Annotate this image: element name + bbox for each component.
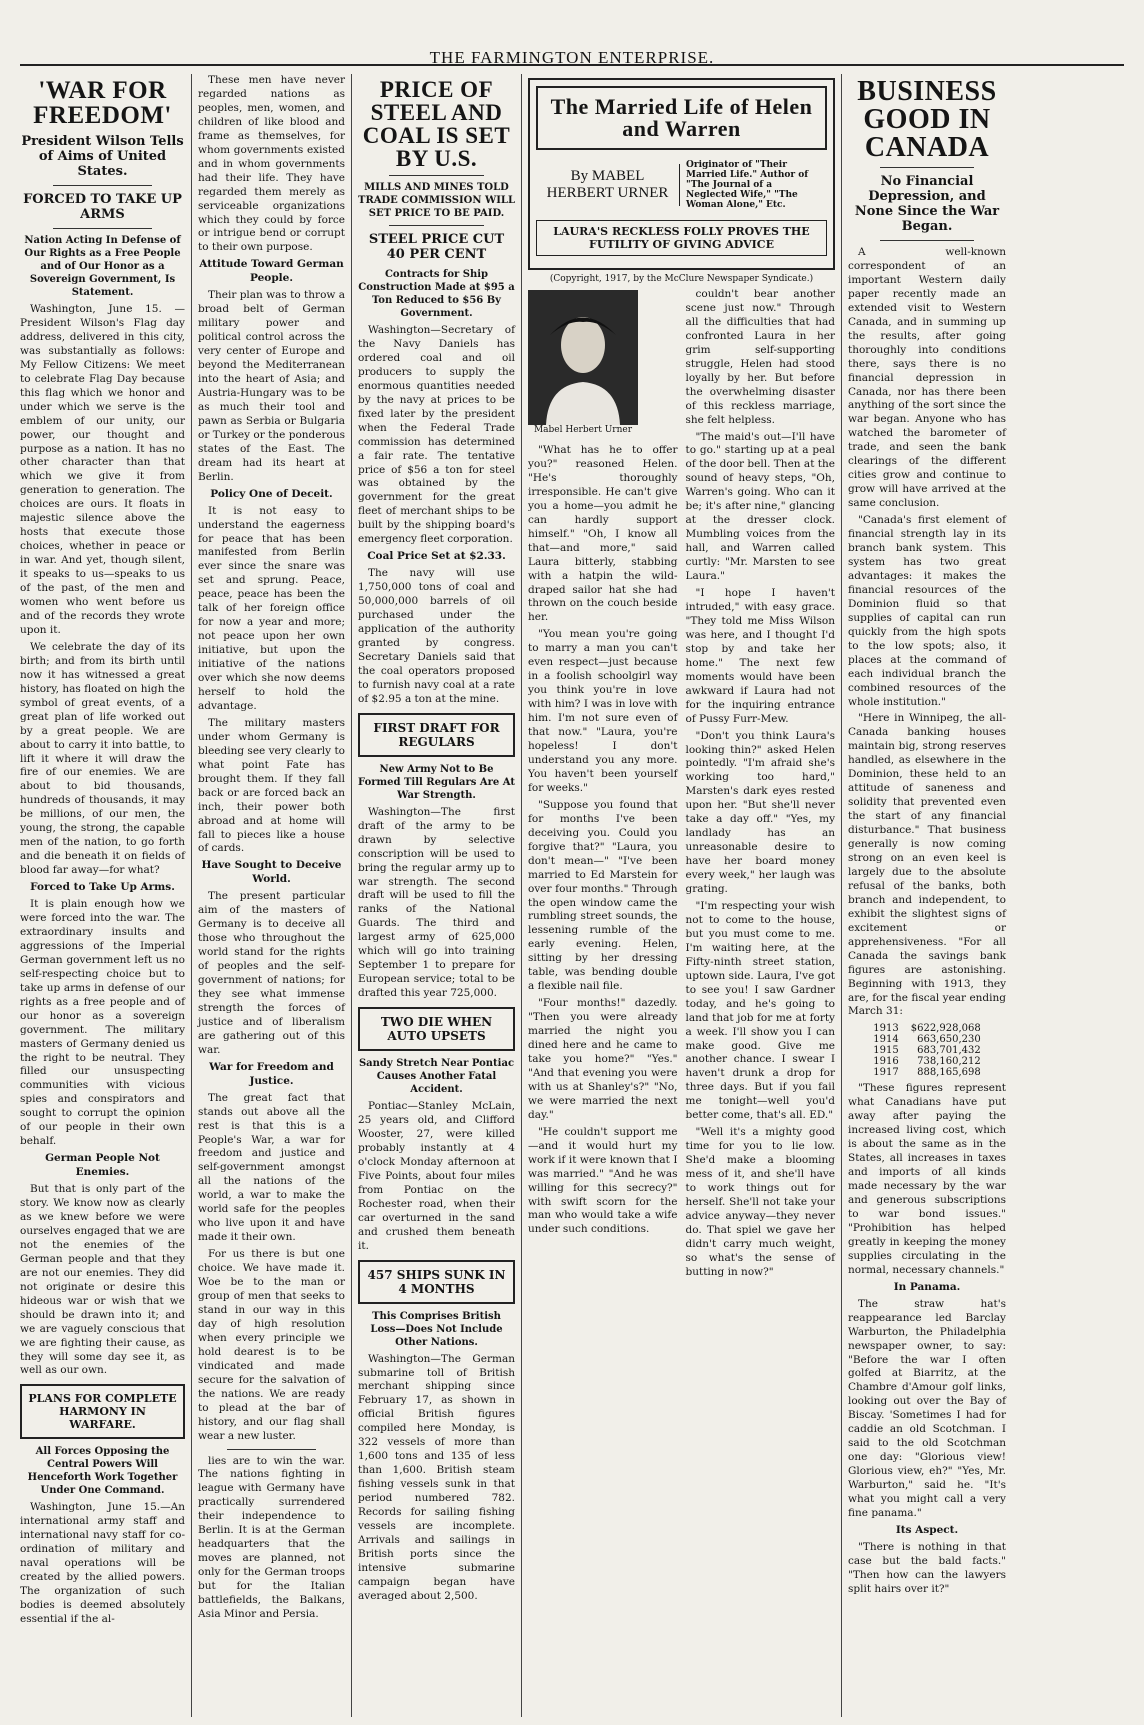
paragraph: The great fact that stands out above all the rest is that this is a People's War, a war for freedom and justice and self-government amongst all the nations of the world, a war to make the world safe for the peoples who live upon it and have made it their own. [198, 1091, 345, 1244]
amount-cell: 683,701,432 [917, 1045, 981, 1057]
paragraph: The navy will use 1,750,000 tons of coal and 50,000,000 barrels of oil purchased under the application of the authority granted by congress. Secretary Daniels said that the coal operators proposed to furnish navy coal at a rate of $2.95 a ton at the mine. [358, 567, 515, 705]
paragraph: Washington, June 15.—An international army staff and international navy staff for co-ordination of military and naval operations will be created by the allied powers. The organization of such bodies is deemed absolutely essential if the al- [20, 1501, 185, 1626]
article-body [358, 324, 515, 707]
paragraph: It is not easy to understand the eagerness for peace that has been manifested from Berlin ever since the snare was set and sprung. Peace, peace, peace has been the talk of her foreign office for now a year and more; not peace upon her own initiative, but upon the initiative of the nations over which she now deems herself to hold the advantage. [198, 504, 345, 712]
divider [227, 1449, 315, 1450]
article-body [358, 806, 515, 1001]
column-continued [192, 74, 352, 1717]
year-cell: 1913 [873, 1023, 899, 1035]
byline: By MABEL HERBERT URNER [536, 164, 680, 206]
masthead [0, 4, 1144, 70]
inline-heading: Have Sought to Deceive World. [201, 859, 342, 886]
column-married-life [522, 74, 842, 1717]
table-row [867, 1034, 986, 1045]
paragraph: Their plan was to throw a broad belt of German military power and political control across the very center of Europe and beyond the Mediterranean into the heart of Asia; and Austria-Hungary was to be as much their tool and pawn as Serbia or Bulgaria or Turkey or the ponderous states of the East. The dream had its heart at Berlin. [198, 289, 345, 483]
paragraph: The straw hat's reappearance led Barclay Warburton, the Philadelphia newspaper owner, to say: "Before the war I often golfed at Biarritz, at the Chambre d'Amour golf links, looking out over the Bay of Biscay. 'Sometimes I had for caddie an old Scotchman. I said to the old Scotchman one day: "Glorious view! Glorious view, eh?" "Yes, Mr. Warburton," said he. "It's what you might call a very fine panama." [848, 1297, 1006, 1520]
headline-married-life: The Married Life of Helen and Warren [536, 86, 827, 150]
paragraph: Pontiac—Stanley McLain, 25 years old, and Clifford Wooster, 27, were killed probably instantly at 4 o'clock Monday afternoon at Five Points, about four miles from Pontiac on the Rochester road, when their car overturned in the sand and crushed them beneath it. [358, 1100, 515, 1252]
inline-heading: Forced to Take Up Arms. [30, 881, 175, 894]
paragraph: "Don't you think Laura's looking thin?" asked Helen pointedly. "I'm afraid she's working too hard," Marsten's dark eyes rested upon her. "But she'll never take a day off." "Yes, my landlady has an unreasonable desire to have her board money every week," her laugh was grating. [685, 729, 835, 896]
paragraph: A well-known correspondent of an important Western daily paper recently made an extended visit to Western Canada, and in summing up the results, after going thoroughly into conditions there, says there is no financial depression in Canada, nor has there been anything of the sort since the war began. Anyone who has watched the barometer of trade, and seen the bank clearings of the different cities grow and continue to grow will have arrived at the same conclusion. [848, 246, 1006, 510]
deck-all-forces: All Forces Opposing the Central Powers Will Henceforth Work Together Under One Command. [27, 1446, 178, 1497]
subhead-wilson: President Wilson Tells of Aims of United States. [21, 134, 184, 179]
portrait-image [528, 290, 638, 425]
paragraph: "There is nothing in that case but the bald facts." "Then how can the lawyers split hairs over it?" [848, 1540, 1006, 1595]
paragraph: For us there is but one choice. We have made it. Woe be to the man or group of men that seeks to stand in our way in this day of high resolution when every principle we hold dearest is to be vindicated and made secure for the salvation of the nations. We are ready to plead at the bar of history, and our flag shall wear a new luster. [198, 1248, 345, 1442]
inline-heading: In Panama. [893, 1280, 961, 1293]
paragraph: couldn't bear another scene just now." Through all the difficulties that had confronted Laura in her grim self-supporting struggle, Helen had stood loyally by her. But before the overwhelming disaster of this reckless marriage, she felt helpless. [685, 288, 835, 426]
article-body [20, 1501, 185, 1627]
story-columns [528, 288, 835, 1283]
table-row [867, 1056, 986, 1067]
paragraph: "He couldn't support me—and it would hurt my work if it were known that I was married." "And he was willing for this secrecy?" with swift scorn for the man who would take a wife under such conditions. [528, 1125, 678, 1236]
photo-caption: Mabel Herbert Urner [533, 425, 633, 435]
paragraph: "The maid's out—I'll have to go." starting up at a peal of the door bell. Then at the sound of heavy steps, "Oh, Warren's going. Who can it be; it's after nine," glancing at the dresser clock. Mumbling voices from the hall, and Warren called curtly: "Mr. Marsten to see Laura." [685, 430, 835, 583]
headline-two-die: TWO DIE WHEN AUTO UPSETS [358, 1007, 515, 1051]
paragraph: The military masters under whom Germany is bleeding see very clearly to what point Fate has brought them. If they fall back or are forced back an inch, their power both abroad and at home will fall to pieces like a house of cards. [198, 716, 345, 855]
paragraph: "These figures represent what Canadians have put away after paying the increased living cost, which is about the same as in the States, all increases in taxes and imports of all kinds made necessary by the war and generous subscriptions to war bond issues." "Prohibition has helped greatly in keeping the money supplies circulating in the normal, necessary channels." [848, 1082, 1006, 1276]
paragraph: "I hope I haven't intruded," with easy grace. "They told me Miss Wilson was here, and I thought I'd stop by and take her home." The next few moments would have been awkward if Laura had not for the inquiring entrance of Pussy Furr-Mew. [685, 587, 835, 725]
deck-no-depression: No Financial Depression, and None Since the War Began. [854, 174, 1000, 234]
paragraph: "Here in Winnipeg, the all-Canada banking houses maintain big, strong reserves handled, as elsewhere in the Dominion, these held to an attitude of saneness and solidity that prevented even the start of any financial disturbance." That business generally is now coming strong on an even keel is largely due to the absolute refusal of the banks, both branch and independent, to exhibit the slightest signs of excitement or apprehensiveness. "For all Canada the savings bank figures are astonishing. Beginning with 1913, they are, for the fiscal year ending March 31: [848, 712, 1006, 1018]
byline-row [536, 156, 827, 214]
headline-first-draft: FIRST DRAFT FOR REGULARS [358, 713, 515, 757]
portrait-icon [528, 290, 638, 425]
amount-cell: 888,165,698 [917, 1067, 981, 1079]
deck-mills-and-mines: MILLS AND MINES TOLD TRADE COMMISSION WILL SET PRICE TO BE PAID. [358, 182, 515, 219]
feature-header-box [528, 78, 835, 270]
paragraph: But that is only part of the story. We know now as clearly as we knew before we were ourselves engaged that we are not the enemies of the German people and that they are not our enemies. They did not originate or desire this hideous war or wish that we should be drawn into it; and we are vaguely conscious that we are fighting their cause, as they will some day see it, as well as our own. [20, 1183, 185, 1377]
year-cell: 1916 [873, 1056, 899, 1068]
divider [880, 240, 975, 241]
masthead-rule [20, 64, 1124, 66]
article-body [848, 1082, 1006, 1596]
divider [880, 167, 975, 168]
paragraph: "What has he to offer you?" reasoned Helen. "He's thoroughly irresponsible. He can't give you a home—you admit he can hardly support himself." "Oh, I know all that—and more," said Laura bitterly, stabbing with a hatpin the wild-draped sailor hat she had thrown on the couch beside her. [528, 444, 678, 624]
table-row [867, 1045, 986, 1056]
deck-sandy-stretch: Sandy Stretch Near Pontiac Causes Another Fatal Accident. [358, 1058, 515, 1096]
paragraph: These men have never regarded nations as peoples, men, women, and children of like blood and frame as themselves, for whom governments existed and in whom governments had their life. They have regarded them merely as serviceable organizations which they could by force or intrigue bend or corrupt to their own purpose. [198, 74, 345, 254]
divider [53, 228, 152, 229]
deck-nation-acting: Nation Acting In Defense of Our Rights as a Free People and of Our Honor as a Sovereign Government, Is Statement. [24, 235, 181, 298]
inline-heading: Attitude Toward German People. [199, 258, 344, 285]
deck-contracts: Contracts for Ship Construction Made at $95 a Ton Reduced to $56 By Government. [358, 269, 515, 319]
headline-457-ships: 457 SHIPS SUNK IN 4 MONTHS [358, 1260, 515, 1304]
amount-cell: $622,928,068 [910, 1023, 981, 1035]
headline-price-of-steel: PRICE OF STEEL AND COAL IS SET BY U.S. [362, 77, 511, 171]
author-credit: Originator of "Their Married Life." Author of "The Journal of a Neglected Wife," "The Woman Alone," Etc. [686, 160, 809, 210]
amount-cell: 738,160,212 [917, 1056, 981, 1068]
column-steel-coal [352, 74, 522, 1717]
paragraph: "You mean you're going to marry a man you can't even respect—just because in a foolish schoolgirl way you think you're in love with him? I was in love with him. I'm not sure even of that now." "Laura, you're hopeless! I don't understand you any more. You haven't been yourself for weeks." [528, 628, 678, 794]
amount-cell: 663,650,230 [917, 1034, 981, 1046]
headline-plans-complete-harmony: PLANS FOR COMPLETE HARMONY IN WARFARE. [20, 1384, 185, 1439]
savings-table [867, 1023, 986, 1078]
headline-war-for-freedom: 'WAR FOR FREEDOM' [33, 77, 172, 129]
subhead-lauras-folly: LAURA'S RECKLESS FOLLY PROVES THE FUTILITY OF GIVING ADVICE [536, 220, 827, 256]
divider [389, 225, 483, 226]
inline-heading: Policy One of Deceit. [210, 487, 333, 500]
paragraph: Washington—The German submarine toll of British merchant shipping since February 17, as shown in official British figures compiled here Monday, is 322 vessels of more than 1,600 tons and 135 of less than 1,600. British steam fishing vessels sunk in that period numbered 782. Records for sailing fishing vessels are incomplete. Arrivals and sailings in British ports since the intensive submarine campaign began have averaged about 2,500. [358, 1352, 515, 1602]
inline-heading: Coal Price Set at $2.33. [367, 550, 506, 563]
story-left-column [528, 288, 678, 1283]
masthead-title: THE FARMINGTON ENTERPRISE. [429, 48, 715, 67]
table-row [867, 1023, 986, 1034]
paragraph: "I'm respecting your wish not to come to the house, but you must come to me. I'm waiting here, at the Fifty-ninth street station, uptown side. Laura, I've got to see you! I saw Gardner today, and he's going to land that job for me at forty a week. I'll show you I can make good. Give me another chance. I swear I haven't drunk a drop for three days. But if you fail me tonight—well you'd better come, that's all. ED." [685, 899, 835, 1122]
year-cell: 1915 [873, 1045, 899, 1057]
column-war-for-freedom [14, 74, 192, 1717]
divider [53, 185, 152, 186]
year-cell: 1917 [873, 1067, 899, 1079]
table-row [867, 1067, 986, 1078]
article-body [358, 1353, 515, 1604]
article-body [848, 246, 1006, 1019]
year-cell: 1914 [873, 1034, 899, 1046]
paragraph: We celebrate the day of its birth; and from its birth until now it has witnessed a great history, has floated on high the symbol of great events, of a great plan of life worked out by a great people. We are about to carry it into battle, to lift it where it will draw the fire of our enemies. We are about to bid thousands, hundreds of thousands, it may be millions, of our men, the young, the strong, the capable men of the nation, to go forth and die beneath it on fields of blood far away—for what? [20, 640, 185, 877]
paragraph: Washington—Secretary of the Navy Daniels has ordered coal and oil producers to supply the enormous quantities needed by the navy at prices to be fixed later by the president when the Federal Trade commission has determined a fair rate. The tentative price of $56 a ton for steel was obtained by the government for the great fleet of merchant ships to be built by the shipping board's emergency fleet corporation. [358, 324, 515, 546]
paragraph: The present particular aim of the masters of Germany is to deceive all those who throughout the world stand for the rights of peoples and the self-government of nations; for they see what immense strength the forces of justice and of liberalism are gathering out of this war. [198, 890, 345, 1056]
author-photo [528, 290, 638, 440]
inline-heading: War for Freedom and Justice. [209, 1060, 334, 1087]
headline-business-good: BUSINESS GOOD IN CANADA [857, 76, 997, 163]
deck-british-loss: This Comprises British Loss—Does Not Include Other Nations. [370, 1310, 503, 1348]
subhead-forced: FORCED TO TAKE UP ARMS [23, 192, 182, 222]
paragraph: "Four months!" dazedly. "Then you were already married the night you dined here and he came to take you home?" "Yes." "And that evening you were with us at Shanley's?" "No, we were married the next day." [528, 997, 678, 1121]
column-business-canada [842, 74, 1012, 1717]
inline-heading: Its Aspect. [895, 1523, 959, 1536]
article-body [20, 303, 185, 1378]
paragraph: lies are to win the war. The nations fighting in league with Germany have practically surrendered their independence to Berlin. It is at the German headquarters that the moves are planned, not only for the German troops but for the Italian battlefields, the Balkans, Asia Minor and Persia. [198, 1454, 345, 1620]
paragraph: "Suppose you found that for months I've been deceiving you. Could you forgive that?" "Laura, you don't mean—" "I've been married to Ed Marstein for over four months." Through the open window came the rumbling street sounds, the lessening rumble of the early evening. Helen, sitting by her dressing table, was bending double a flexible nail file. [528, 798, 678, 993]
story-right-column [686, 288, 836, 1283]
divider [389, 175, 483, 176]
article-body [198, 74, 345, 1622]
article-body [358, 1100, 515, 1253]
paragraph: Washington—The first draft of the army to be drawn by selective conscription will be used to bring the regular army up to war strength. The second draft will be used to fill the ranks of the National Guards. The third and largest army of 625,000 which will go into training September 1 to prepare for European service; total to be drafted this year 725,000. [358, 805, 515, 1000]
paragraph: "Canada's first element of financial strength lay in its branch bank system. This system has two great advantages: it makes the financial resources of the Dominion fluid so that supplies of capital can run quickly from the high spots to the low spots; also, it places at the command of each individual branch the combined resources of the whole institution." [848, 514, 1006, 708]
subhead-steel-price-cut: STEEL PRICE CUT 40 PER CENT [368, 232, 505, 262]
inline-heading: German People Not Enemies. [45, 1152, 160, 1179]
paragraph: It is plain enough how we were forced into the war. The extraordinary insults and aggressions of the Imperial German government left us no self-respecting choice but to take up arms in defense of our rights as a free people and of our honor as a sovereign government. The military masters of Germany denied us the right to be neutral. They filled our unsuspecting communities with vicious spies and conspirators and sought to corrupt the opinion of our people in their own behalf. [20, 898, 185, 1148]
paragraph: "Well it's a mighty good time for you to lie low. She'd make a blooming mess of it, and she'll have to work things out for herself. She'll not take your advice anyway—they never do. That spiel we gave her didn't carry much weight, so what's the sense of butting in now?" [685, 1126, 835, 1278]
paragraph: Washington, June 15. — President Wilson's Flag day address, delivered in this city, was substantially as follows: My Fellow Citizens: We meet to celebrate Flag Day because this flag which we honor and under which we serve is the emblem of our unity, our power, our thought and purpose as a nation. It has no other character than that which we give it from generation to generation. The choices are ours. It floats in majestic silence above the hosts that execute those choices, whether in peace or in war. And yet, though silent, it speaks to us—speaks to us of the past, of the men and women who went before us and of the records they wrote upon it. [20, 303, 185, 636]
deck-new-army: New Army Not to Be Formed Till Regulars Are At War Strength. [358, 763, 515, 801]
copyright-line: (Copyright, 1917, by the McClure Newspaper Syndicate.) [549, 274, 814, 284]
